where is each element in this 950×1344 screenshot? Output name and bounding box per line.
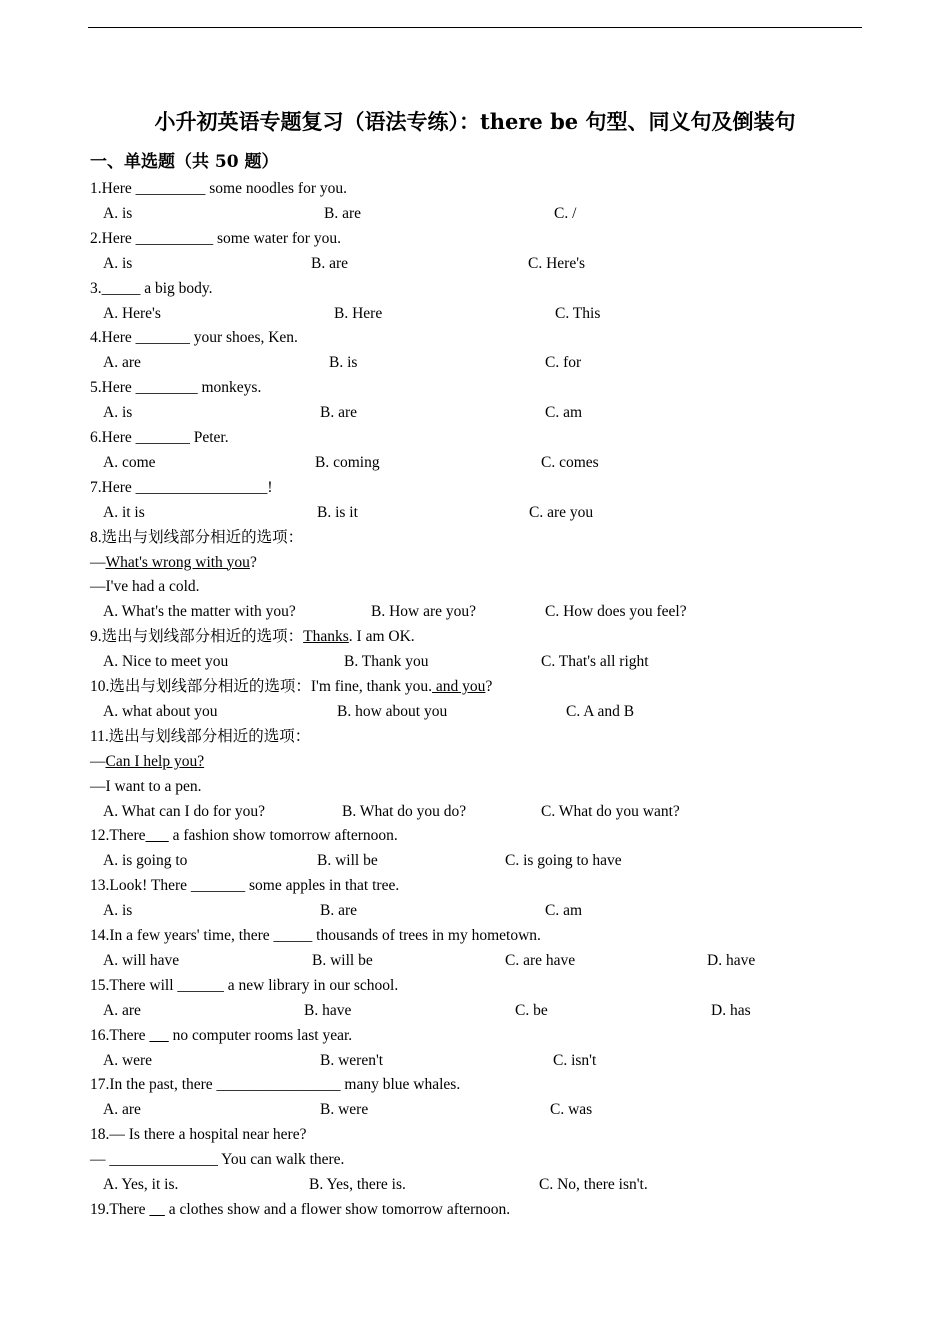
stem-text: 11.选出与划线部分相近的选项： [90, 727, 311, 745]
question-stem [90, 229, 341, 249]
answer-option: B. Thank you [344, 653, 429, 671]
question-stem [90, 1026, 352, 1046]
stem-text: 9.选出与划线部分相近的选项： [90, 628, 304, 646]
stem-text: 1.Here _________ some noodles for you. [90, 180, 347, 197]
section-heading: 一、单选题（共 50 题） [90, 152, 279, 172]
question-line [90, 553, 257, 573]
stem-text: —I want to a pen. [90, 777, 202, 795]
question-stem [90, 328, 298, 348]
answer-option: C. for [545, 354, 582, 372]
question-stem [90, 1125, 306, 1145]
question-stem [90, 926, 541, 946]
answer-option: A. come [103, 453, 156, 471]
question-stem [90, 826, 398, 846]
answer-option: A. is [103, 404, 133, 422]
stem-text: a fashion show tomorrow afternoon. [168, 827, 398, 845]
stem-text: 7.Here _________________! [90, 478, 273, 496]
answer-option: C. are you [529, 503, 594, 521]
question-stem [90, 1075, 460, 1095]
answer-option: A. is going to [103, 852, 188, 870]
stem-text: 13.Look! There _______ some apples in that tree. [90, 877, 400, 895]
answer-option: B. weren't [320, 1051, 384, 1069]
answer-option: C. That's all right [541, 653, 649, 671]
stem-text: no computer rooms last year. [168, 1026, 353, 1044]
answer-option: A. were [103, 1051, 153, 1069]
answer-option: C. Here's [528, 254, 586, 272]
answer-option: A. is [103, 902, 133, 920]
underlined-text: Can I help you? [105, 752, 205, 770]
answer-option: A. Nice to meet you [103, 653, 229, 671]
answer-option: B. will be [317, 852, 378, 870]
answer-option: C. How does you feel? [545, 603, 687, 621]
question-stem [90, 876, 399, 896]
question-stem [90, 1200, 510, 1220]
stem-text: 6.Here _______ Peter. [90, 429, 229, 446]
answer-option: B. What do you do? [342, 802, 467, 820]
question-stem [90, 279, 213, 299]
stem-text: — [90, 752, 106, 770]
answer-option: A. What can I do for you? [103, 802, 265, 820]
answer-option: B. are [320, 902, 358, 920]
answer-option: C. is going to have [505, 852, 622, 870]
stem-text: a clothes show and a flower show tomorrow afternoon. [164, 1200, 511, 1218]
stem-text: 10.选出与划线部分相近的选项：I'm fine, thank you. [90, 678, 433, 695]
answer-option: B. How are you? [371, 603, 477, 621]
underlined-text: and you [432, 678, 486, 695]
answer-option: B. how about you [337, 702, 448, 720]
question-stem [90, 976, 398, 996]
answer-option: B. are [324, 204, 362, 222]
header-rule [88, 27, 862, 28]
answer-option: A. what about you [103, 702, 218, 720]
answer-option: C. are have [505, 951, 576, 969]
underlined-text [149, 1201, 165, 1218]
question-stem [90, 179, 347, 199]
answer-option: A. Yes, it is. [103, 1176, 179, 1193]
answer-option: B. will be [312, 951, 373, 969]
answer-option: C. This [555, 304, 601, 322]
stem-text: 4.Here _______ your shoes, Ken. [90, 329, 298, 347]
answer-option: B. Yes, there is. [309, 1176, 406, 1193]
question-line [90, 777, 201, 797]
question-stem [90, 528, 303, 548]
answer-option: A. are [103, 1101, 141, 1119]
answer-option: C. What do you want? [541, 802, 680, 820]
answer-option: A. is [103, 204, 133, 222]
answer-option: B. coming [315, 453, 380, 471]
question-stem [90, 677, 492, 697]
answer-option: C. isn't [553, 1051, 597, 1069]
question-stem [90, 428, 229, 448]
question-line [90, 577, 200, 597]
answer-option: B. Here [334, 304, 383, 322]
question-line [90, 752, 204, 772]
answer-option: A. it is [103, 503, 145, 521]
answer-option: C. was [550, 1101, 593, 1119]
answer-option: D. has [711, 1001, 751, 1019]
answer-option: D. have [707, 951, 756, 969]
stem-text: 17.In the past, there ________________ many blue whales. [90, 1076, 461, 1094]
answer-option: A. will have [103, 951, 180, 969]
stem-text: 16.There [90, 1026, 150, 1044]
question-stem [90, 478, 273, 498]
stem-text: 12.There [90, 827, 146, 845]
answer-option: C. be [515, 1001, 548, 1019]
answer-option: B. is it [317, 503, 358, 521]
answer-option: C. am [545, 404, 583, 422]
stem-text: 19.There [90, 1200, 150, 1218]
stem-text: 14.In a few years' time, there _____ thousands of trees in my hometown. [90, 927, 541, 944]
stem-text: 2.Here __________ some water for you. [90, 229, 341, 247]
answer-option: A. What's the matter with you? [103, 603, 296, 621]
answer-option: B. have [304, 1001, 352, 1019]
answer-option: A. Here's [103, 304, 161, 322]
answer-option: C. am [545, 902, 583, 920]
underlined-text [146, 827, 169, 844]
underlined-text: Thanks [303, 628, 349, 646]
stem-text: — [90, 553, 106, 571]
answer-option: B. is [329, 354, 358, 372]
stem-text: ? [485, 678, 493, 695]
underlined-text: What's wrong with you [105, 553, 250, 571]
stem-text: — ______________ You can walk there. [90, 1151, 345, 1169]
stem-text: 18.— Is there a hospital near here? [90, 1126, 307, 1144]
stem-text: 8.选出与划线部分相近的选项： [90, 528, 304, 546]
answer-option: A. is [103, 254, 133, 272]
underlined-text [149, 1027, 168, 1044]
answer-option: C. A and B [566, 702, 635, 720]
question-stem [90, 627, 415, 647]
document-title: 小升初英语专题复习（语法专练）：there be 句型、同义句及倒装句 [154, 109, 796, 134]
stem-text: 3._____ a big body. [90, 279, 213, 297]
answer-option: C. No, there isn't. [539, 1176, 648, 1193]
question-stem [90, 727, 310, 747]
answer-option: B. are [320, 404, 358, 422]
question-line [90, 1150, 344, 1170]
answer-option: A. are [103, 354, 141, 372]
stem-text: . I am OK. [348, 628, 415, 646]
answer-option: B. were [320, 1101, 369, 1119]
answer-option: B. are [311, 254, 349, 272]
stem-text: 15.There will ______ a new library in our school. [90, 976, 399, 994]
stem-text: ? [249, 553, 257, 571]
question-stem [90, 378, 261, 398]
stem-text: —I've had a cold. [90, 578, 200, 596]
answer-option: C. comes [541, 453, 599, 471]
answer-option: C. / [554, 204, 577, 222]
stem-text: 5.Here ________ monkeys. [90, 379, 262, 397]
answer-option: A. are [103, 1001, 141, 1019]
